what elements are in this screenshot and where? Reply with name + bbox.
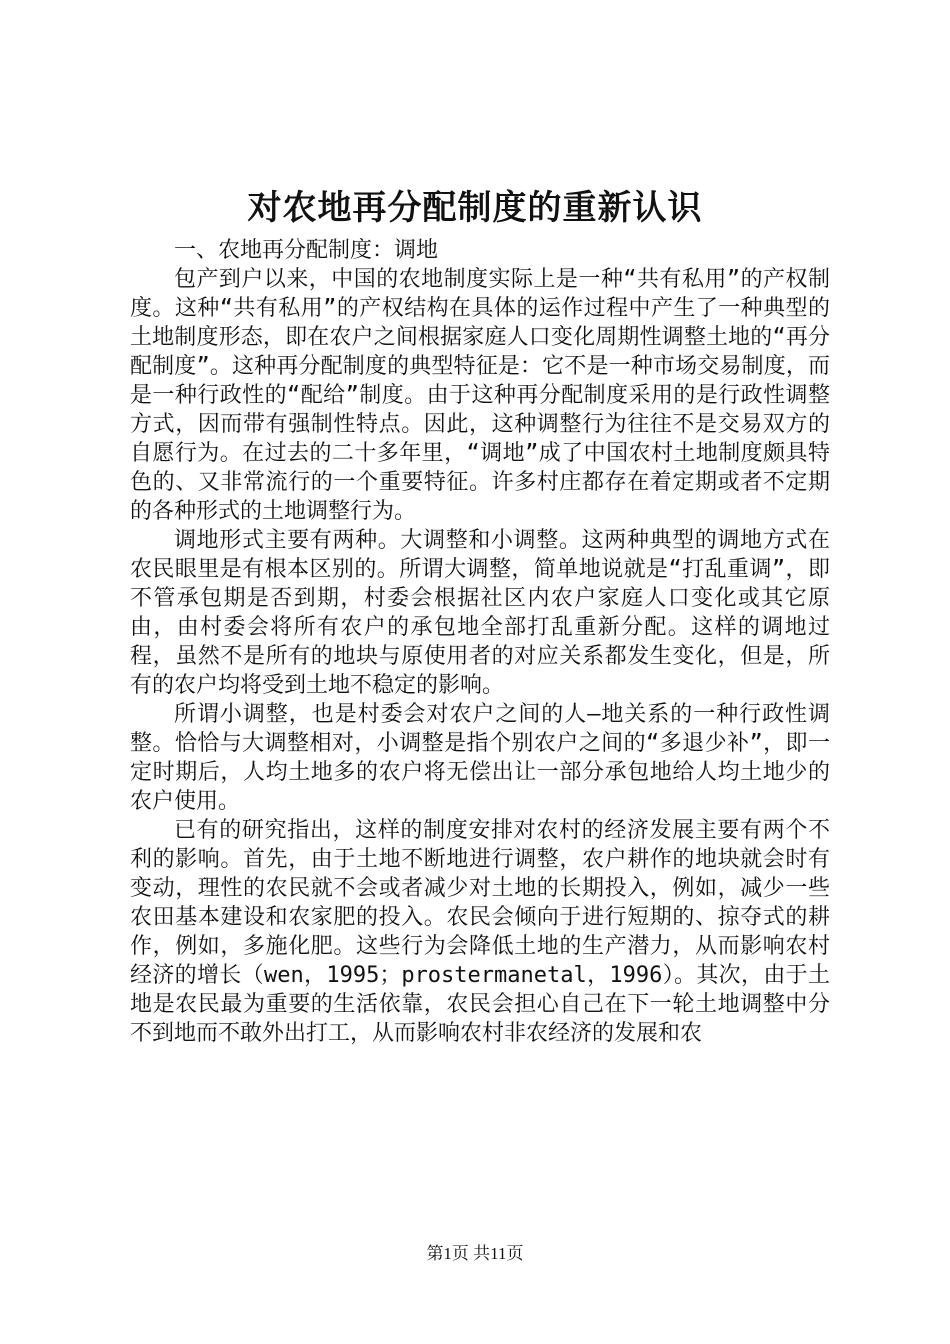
section-heading: 一、农地再分配制度：调地	[174, 238, 439, 263]
paragraph-1: 包产到户以来，中国的农地制度实际上是一种“共有私用”的产权制度。这种“共有私用”的产权结构在具体的运作过程中产生了一种典型的土地制度形态，即在农户之间根据家庭人口变化周期性调整土地的“再分配制度”。这种再分配制度的典型特征是：它不是一种市场交易制度，而是一种行政性的“配给”制度。由于这种再分配制度采用的是行政性调整方式，因而带有强制性特点。因此，这种调整行为往往不是交易双方的自愿行为。在过去的二十多年里，“调地”成了中国农村土地制度颇具特色的、又非常流行的一个重要特征。许多村庄都存在着定期或者不定期的各种形式的土地调整行为。	[130, 267, 830, 524]
paragraph-4: 已有的研究指出，这样的制度安排对农村的经济发展主要有两个不利的影响。首先，由于土地不断地进行调整，农户耕作的地块就会时有变动，理性的农民就不会或者减少对土地的长期投入，例如，减少一些农田基本建设和农家肥的投入。农民会倾向于进行短期的、掠夺式的耕作，例如，多施化肥。这些行为会降低土地的生产潜力，从而影响农村经济的增长（wen，1995；prostermanetal，1996）。其次，由于土地是农民最为重要的生活依靠，农民会担心自己在下一轮土地调整中分不到地而不敢外出打工，从而影响农村非农经济的发展和农	[130, 818, 830, 1046]
paragraph-2: 调地形式主要有两种。大调整和小调整。这两种典型的调地方式在农民眼里是有根本区别的。所谓大调整，简单地说就是“打乱重调”，即不管承包期是否到期，村委会根据社区内农户家庭人口变化或其它原由，由村委会将所有农户的承包地全部打乱重新分配。这样的调地过程，虽然不是所有的地块与原使用者的对应关系都发生变化，但是，所有的农户均将受到土地不稳定的影响。	[130, 528, 830, 698]
paragraph-3: 所谓小调整，也是村委会对农户之间的人—地关系的一种行政性调整。恰恰与大调整相对，小调整是指个别农户之间的“多退少补”，即一定时期后，人均土地多的农户将无偿出让一部分承包地给人均土地少的农户使用。	[130, 702, 830, 814]
page-number-footer: 第1页 共11页	[426, 1244, 524, 1263]
document-title: 对农地再分配制度的重新认识	[247, 188, 703, 228]
document-body	[130, 236, 830, 1048]
